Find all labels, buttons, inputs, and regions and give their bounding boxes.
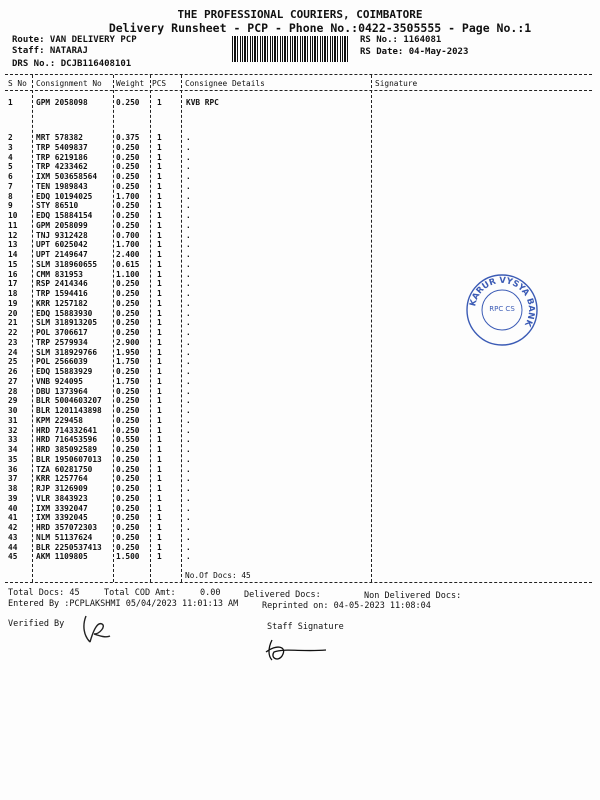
row-pcs: 1	[157, 367, 162, 376]
runsheet-title: Delivery Runsheet - PCP - Phone No.:0422-3505555 - Page No.:1	[108, 21, 532, 35]
drs-number: DRS No.: DCJB116408101	[12, 59, 132, 69]
row-pcs: 1	[157, 396, 162, 406]
total-docs: Total Docs: 45	[8, 588, 80, 598]
row-sno: 11	[8, 220, 18, 230]
row-consignee: .	[186, 318, 191, 328]
row-consignee: .	[186, 250, 191, 259]
row-sno: 1	[8, 98, 13, 107]
row-sno: 28	[8, 386, 18, 396]
total-cod-label: Total COD Amt:	[104, 588, 176, 598]
delivered-docs: Delivered Docs:	[244, 590, 321, 600]
row-consignee: .	[186, 162, 191, 172]
row-consignment: POL 3706617	[36, 328, 88, 337]
row-sno: 25	[8, 357, 18, 367]
row-weight: 0.550	[116, 435, 140, 445]
row-weight: 0.250	[116, 98, 140, 107]
row-consignee: .	[186, 513, 191, 523]
row-consignment: BLR 2250537413	[36, 542, 102, 552]
row-weight: 0.250	[116, 289, 140, 298]
col-divider	[371, 75, 372, 582]
row-pcs: 1	[157, 474, 162, 484]
row-consignment: TRP 1594416	[36, 289, 88, 298]
row-sno: 36	[8, 464, 18, 474]
row-sno: 26	[8, 367, 18, 376]
row-consignment: HRD 385092589	[36, 445, 98, 454]
row-consignment: TRP 4233462	[36, 162, 88, 172]
table-header-rule	[5, 90, 592, 91]
row-weight: 1.500	[116, 552, 140, 562]
row-pcs: 1	[157, 298, 162, 308]
row-weight: 0.250	[116, 415, 140, 425]
row-weight: 0.250	[116, 152, 140, 162]
row-consignment: TNJ 9312428	[36, 230, 88, 240]
row-consignment: TRP 2579934	[36, 337, 88, 347]
row-pcs: 1	[157, 386, 162, 396]
row-consignee: .	[186, 211, 191, 220]
row-consignment: GPM 2058099	[36, 220, 88, 230]
row-consignee: .	[186, 337, 191, 347]
row-pcs: 1	[157, 435, 162, 445]
row-consignee: .	[186, 406, 191, 415]
row-consignee: .	[186, 328, 191, 337]
row-weight: 1.700	[116, 191, 140, 201]
row-weight: 0.250	[116, 493, 140, 503]
row-consignment: KPM 229458	[36, 415, 83, 425]
row-pcs: 1	[157, 98, 162, 107]
row-consignee: .	[186, 552, 191, 562]
row-consignment: VNB 924095	[36, 376, 83, 386]
row-weight: 0.250	[116, 532, 140, 542]
row-sno: 35	[8, 454, 18, 464]
reprinted-on: Reprinted on: 04-05-2023 11:08:04	[262, 601, 431, 611]
row-consignment: VLR 3843923	[36, 493, 88, 503]
row-consignment: MRT 578382	[36, 133, 83, 142]
row-sno: 6	[8, 172, 13, 181]
row-consignee: .	[186, 503, 191, 513]
row-consignee: .	[186, 191, 191, 201]
staff-label: Staff: NATARAJ	[12, 46, 88, 56]
row-sno: 9	[8, 201, 13, 211]
row-consignee: .	[186, 454, 191, 464]
row-pcs: 1	[157, 357, 162, 367]
row-weight: 1.750	[116, 376, 140, 386]
col-header-signature: Signature	[375, 79, 418, 88]
row-pcs: 1	[157, 523, 162, 532]
svg-text:RPC CS: RPC CS	[489, 305, 515, 313]
row-pcs: 1	[157, 503, 162, 513]
row-consignment: CMM 831953	[36, 269, 83, 279]
row-pcs: 1	[157, 191, 162, 201]
row-weight: 0.250	[116, 396, 140, 406]
row-consignment: UPT 2149647	[36, 250, 88, 259]
row-weight: 0.250	[116, 298, 140, 308]
row-weight: 0.250	[116, 513, 140, 523]
row-sno: 16	[8, 269, 18, 279]
row-weight: 0.250	[116, 220, 140, 230]
row-sno: 18	[8, 289, 18, 298]
row-sno: 5	[8, 162, 13, 172]
row-sno: 42	[8, 523, 18, 532]
row-sno: 40	[8, 503, 18, 513]
row-sno: 34	[8, 445, 18, 454]
row-sno: 37	[8, 474, 18, 484]
row-consignment: HRD 716453596	[36, 435, 98, 445]
row-pcs: 1	[157, 415, 162, 425]
svg-text:KARUR VYSYA BANK: KARUR VYSYA BANK	[468, 275, 537, 328]
row-weight: 0.250	[116, 445, 140, 454]
row-sno: 19	[8, 298, 18, 308]
row-sno: 12	[8, 230, 18, 240]
row-weight: 1.100	[116, 269, 140, 279]
row-consignment: SLM 318929766	[36, 347, 98, 357]
col-divider	[32, 75, 33, 582]
bank-stamp	[464, 272, 540, 348]
row-weight: 0.250	[116, 162, 140, 172]
row-consignment: EDQ 15883930	[36, 308, 93, 318]
col-divider	[181, 75, 182, 582]
row-consignee: .	[186, 542, 191, 552]
row-pcs: 1	[157, 279, 162, 289]
col-header-consignment: Consignment No	[36, 79, 102, 88]
row-consignment: HRD 357072303	[36, 523, 98, 532]
row-consignee: .	[186, 152, 191, 162]
row-sno: 31	[8, 415, 18, 425]
row-consignment: IXM 3392047	[36, 503, 88, 513]
row-consignee: .	[186, 133, 191, 142]
row-weight: 0.250	[116, 318, 140, 328]
row-pcs: 1	[157, 250, 162, 259]
row-consignment: IXM 503658564	[36, 172, 98, 181]
row-consignment: GPM 2058098	[36, 98, 88, 107]
row-pcs: 1	[157, 211, 162, 220]
row-weight: 0.250	[116, 464, 140, 474]
row-weight: 0.250	[116, 172, 140, 181]
row-pcs: 1	[157, 552, 162, 562]
row-sno: 32	[8, 425, 18, 435]
row-consignment: TEN 1989843	[36, 181, 88, 191]
row-weight: 0.250	[116, 142, 140, 152]
row-pcs: 1	[157, 337, 162, 347]
row-pcs: 1	[157, 318, 162, 328]
row-pcs: 1	[157, 220, 162, 230]
row-sno: 15	[8, 259, 18, 269]
row-consignee: .	[186, 493, 191, 503]
row-weight: 0.250	[116, 367, 140, 376]
row-pcs: 1	[157, 532, 162, 542]
row-consignment: IXM 3392045	[36, 513, 88, 523]
row-pcs: 1	[157, 162, 162, 172]
row-pcs: 1	[157, 464, 162, 474]
row-consignee: .	[186, 201, 191, 211]
row-consignee: .	[186, 279, 191, 289]
row-pcs: 1	[157, 259, 162, 269]
verifier-signature	[80, 612, 112, 646]
row-sno: 13	[8, 240, 18, 250]
row-consignment: STY 86510	[36, 201, 79, 211]
row-consignment: UPT 6025042	[36, 240, 88, 250]
row-pcs: 1	[157, 347, 162, 357]
row-consignment: NLM 51137624	[36, 532, 93, 542]
row-pcs: 1	[157, 152, 162, 162]
row-sno: 30	[8, 406, 18, 415]
staff-signature-label: Staff Signature	[267, 622, 344, 632]
row-consignee: .	[186, 484, 191, 493]
row-consignment: HRD 714332641	[36, 425, 98, 435]
row-pcs: 1	[157, 406, 162, 415]
row-weight: 0.250	[116, 211, 140, 220]
row-pcs: 1	[157, 493, 162, 503]
row-pcs: 1	[157, 230, 162, 240]
row-weight: 0.250	[116, 406, 140, 415]
row-consignment: AKM 1109805	[36, 552, 88, 562]
barcode	[232, 36, 350, 62]
entered-by: Entered By :PCPLAKSHMI 05/04/2023 11:01:13 AM	[8, 599, 239, 609]
row-consignment: BLR 1950607013	[36, 454, 102, 464]
row-consignment: KRR 1257764	[36, 474, 88, 484]
row-sno: 10	[8, 211, 18, 220]
row-consignment: TRP 5409837	[36, 142, 88, 152]
row-weight: 1.750	[116, 357, 140, 367]
row-pcs: 1	[157, 133, 162, 142]
row-consignee: .	[186, 357, 191, 367]
row-pcs: 1	[157, 289, 162, 298]
row-consignment: RJP 3126909	[36, 484, 88, 493]
staff-signature	[262, 636, 332, 664]
row-pcs: 1	[157, 454, 162, 464]
row-sno: 22	[8, 328, 18, 337]
no-of-docs: No.Of Docs: 45	[185, 571, 251, 580]
row-weight: 0.250	[116, 425, 140, 435]
col-header-sno: S No	[8, 79, 27, 88]
row-sno: 41	[8, 513, 18, 523]
row-sno: 45	[8, 552, 18, 562]
row-weight: 0.250	[116, 201, 140, 211]
row-consignment: DBU 1373964	[36, 386, 88, 396]
col-header-pcs: PCS	[152, 79, 167, 88]
row-consignee: .	[186, 308, 191, 318]
row-consignee: .	[186, 142, 191, 152]
row-weight: 0.250	[116, 454, 140, 464]
row-consignee: .	[186, 376, 191, 386]
rs-number: RS No.: 1164081	[360, 35, 442, 45]
route-label: Route: VAN DELIVERY PCP	[12, 35, 137, 45]
row-pcs: 1	[157, 142, 162, 152]
row-pcs: 1	[157, 376, 162, 386]
row-pcs: 1	[157, 513, 162, 523]
row-consignee: .	[186, 386, 191, 396]
row-consignment: EDQ 10194025	[36, 191, 93, 201]
col-header-weight: Weight	[116, 79, 145, 88]
row-consignee: .	[186, 230, 191, 240]
row-sno: 4	[8, 152, 13, 162]
table-bottom-rule	[5, 582, 592, 583]
row-sno: 3	[8, 142, 13, 152]
row-weight: 0.250	[116, 474, 140, 484]
row-pcs: 1	[157, 269, 162, 279]
row-sno: 2	[8, 133, 13, 142]
row-consignment: BLR 5004603207	[36, 396, 102, 406]
row-pcs: 1	[157, 425, 162, 435]
row-weight: 0.250	[116, 386, 140, 396]
row-sno: 44	[8, 542, 18, 552]
row-consignee: .	[186, 240, 191, 250]
row-sno: 29	[8, 396, 18, 406]
verified-by-label: Verified By	[8, 619, 65, 629]
table-top-rule	[5, 74, 592, 75]
row-consignment: EDQ 15883929	[36, 367, 93, 376]
row-weight: 0.250	[116, 308, 140, 318]
row-weight: 0.250	[116, 542, 140, 552]
col-divider	[113, 75, 114, 582]
row-weight: 1.950	[116, 347, 140, 357]
row-weight: 2.400	[116, 250, 140, 259]
row-pcs: 1	[157, 542, 162, 552]
row-weight: 2.900	[116, 337, 140, 347]
row-consignee: KVB RPC	[186, 98, 219, 107]
row-consignment: BLR 1201143898	[36, 406, 102, 415]
row-sno: 39	[8, 493, 18, 503]
row-weight: 0.250	[116, 503, 140, 513]
row-consignment: TRP 6219186	[36, 152, 88, 162]
row-weight: 0.375	[116, 133, 140, 142]
row-consignment: SLM 318960655	[36, 259, 98, 269]
row-consignee: .	[186, 435, 191, 445]
row-consignee: .	[186, 298, 191, 308]
row-weight: 0.250	[116, 328, 140, 337]
row-consignee: .	[186, 532, 191, 542]
row-pcs: 1	[157, 328, 162, 337]
row-sno: 38	[8, 484, 18, 493]
row-sno: 7	[8, 181, 13, 191]
row-consignee: .	[186, 474, 191, 484]
rs-date: RS Date: 04-May-2023	[360, 47, 469, 57]
row-consignment: TZA 60281750	[36, 464, 93, 474]
row-consignee: .	[186, 415, 191, 425]
col-divider	[150, 75, 151, 582]
row-consignee: .	[186, 259, 191, 269]
row-weight: 0.250	[116, 484, 140, 493]
company-name: THE PROFESSIONAL COURIERS, COIMBATORE	[177, 8, 423, 21]
row-consignment: RSP 2414346	[36, 279, 88, 289]
row-weight: 0.700	[116, 230, 140, 240]
row-consignee: .	[186, 220, 191, 230]
row-sno: 27	[8, 376, 18, 386]
row-consignee: .	[186, 425, 191, 435]
row-consignment: KRR 1257182	[36, 298, 88, 308]
row-sno: 33	[8, 435, 18, 445]
total-cod-value: 0.00	[200, 588, 221, 598]
row-consignee: .	[186, 289, 191, 298]
row-consignment: EDQ 15884154	[36, 211, 93, 220]
row-sno: 23	[8, 337, 18, 347]
row-pcs: 1	[157, 181, 162, 191]
row-consignment: SLM 318913205	[36, 318, 98, 328]
row-weight: 1.700	[116, 240, 140, 250]
row-consignee: .	[186, 396, 191, 406]
row-sno: 14	[8, 250, 18, 259]
row-consignee: .	[186, 523, 191, 532]
row-consignee: .	[186, 269, 191, 279]
col-header-consignee: Consignee Details	[185, 79, 265, 88]
row-pcs: 1	[157, 201, 162, 211]
row-consignment: POL 2566039	[36, 357, 88, 367]
row-sno: 17	[8, 279, 18, 289]
row-pcs: 1	[157, 308, 162, 318]
row-weight: 0.615	[116, 259, 140, 269]
row-pcs: 1	[157, 172, 162, 181]
row-weight: 0.250	[116, 523, 140, 532]
row-consignee: .	[186, 367, 191, 376]
row-consignee: .	[186, 347, 191, 357]
row-consignee: .	[186, 445, 191, 454]
row-sno: 24	[8, 347, 18, 357]
row-consignee: .	[186, 464, 191, 474]
row-sno: 8	[8, 191, 13, 201]
row-sno: 21	[8, 318, 18, 328]
row-pcs: 1	[157, 484, 162, 493]
row-sno: 20	[8, 308, 18, 318]
row-pcs: 1	[157, 240, 162, 250]
row-consignee: .	[186, 172, 191, 181]
non-delivered-docs: Non Delivered Docs:	[364, 591, 462, 601]
row-weight: 0.250	[116, 181, 140, 191]
row-sno: 43	[8, 532, 18, 542]
row-pcs: 1	[157, 445, 162, 454]
row-consignee: .	[186, 181, 191, 191]
row-weight: 0.250	[116, 279, 140, 289]
